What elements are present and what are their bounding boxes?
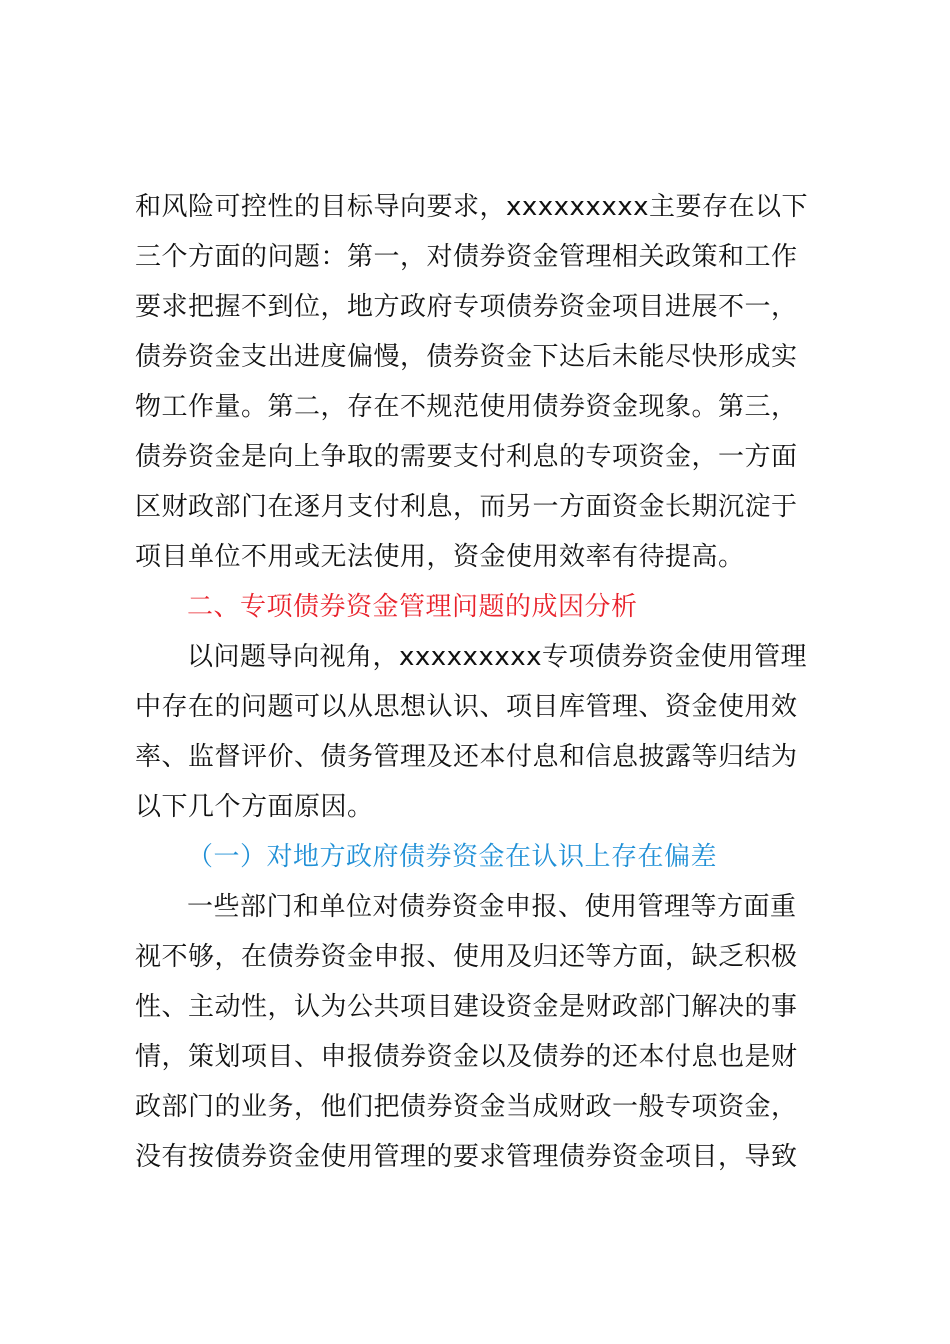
text-line: 没有按债券资金使用管理的要求管理债券资金项目，导致 xyxy=(135,1142,798,1172)
subsection-heading-cognition-bias: （一）对地方政府债券资金在认识上存在偏差 xyxy=(187,842,718,872)
text-line: 和风险可控性的目标导向要求，xxxxxxxxx主要存在以下 xyxy=(135,192,808,222)
document-body xyxy=(135,182,835,1182)
paragraph-problem-oriented xyxy=(135,632,835,832)
text-line: 物工作量。第二，存在不规范使用债券资金现象。第三， xyxy=(135,392,798,422)
text-line: 区财政部门在逐月支付利息，而另一方面资金长期沉淀于 xyxy=(135,492,798,522)
text-line: 以问题导向视角，xxxxxxxxx专项债券资金使用管理 xyxy=(187,642,807,672)
section-heading-cause-analysis: 二、专项债券资金管理问题的成因分析 xyxy=(187,592,638,622)
text-line: 中存在的问题可以从思想认识、项目库管理、资金使用效 xyxy=(135,692,798,722)
text-line: 三个方面的问题：第一，对债券资金管理相关政策和工作 xyxy=(135,242,798,272)
text-line: 政部门的业务，他们把债券资金当成财政一般专项资金， xyxy=(135,1092,798,1122)
text-line: 债券资金是向上争取的需要支付利息的专项资金，一方面 xyxy=(135,442,798,472)
text-line: 一些部门和单位对债券资金申报、使用管理等方面重 xyxy=(187,892,797,922)
text-line: 情，策划项目、申报债券资金以及债券的还本付息也是财 xyxy=(135,1042,798,1072)
paragraph-department-attitude xyxy=(135,882,835,1182)
text-line: 项目单位不用或无法使用，资金使用效率有待提高。 xyxy=(135,542,745,572)
text-line: 性、主动性，认为公共项目建设资金是财政部门解决的事 xyxy=(135,992,798,1022)
text-line: 以下几个方面原因。 xyxy=(135,792,374,822)
text-line: 率、监督评价、债务管理及还本付息和信息披露等归结为 xyxy=(135,742,798,772)
text-line: 视不够，在债券资金申报、使用及归还等方面，缺乏积极 xyxy=(135,942,798,972)
text-line: 要求把握不到位，地方政府专项债券资金项目进展不一， xyxy=(135,292,798,322)
text-line: 债券资金支出进度偏慢，债券资金下达后未能尽快形成实 xyxy=(135,342,798,372)
paragraph-risk-issues xyxy=(135,182,835,582)
